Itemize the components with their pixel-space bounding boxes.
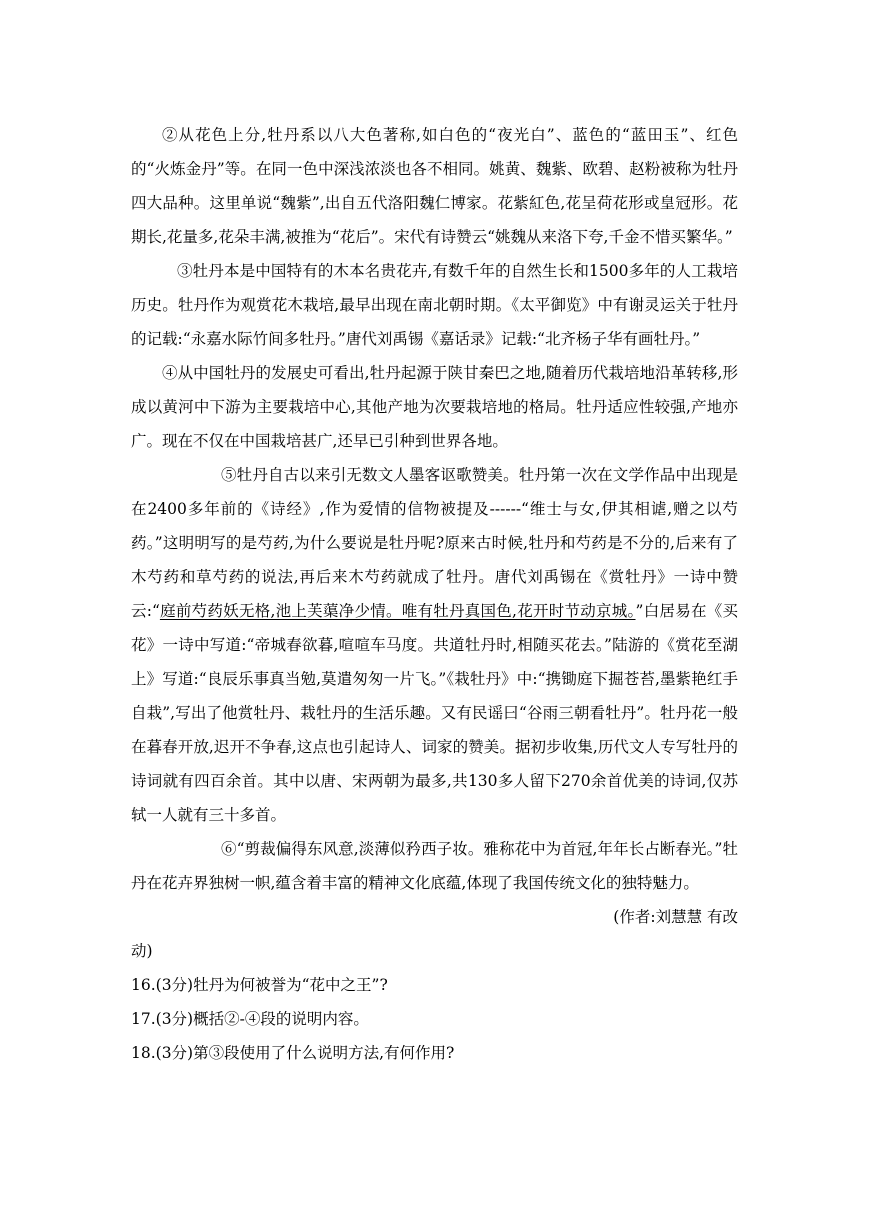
paragraph-6: ⑥“剪裁偏得东风意,淡薄似矜西子妆。雅称花中为首冠,年年长占断春光。”牡丹在花卉界独树一帜,蕴含着丰富的精神文化底蕴,体现了我国传统文化的独特魅力。 (131, 840, 738, 892)
paragraph-2: ②从花色上分,牡丹系以八大色著称,如白色的“夜光白”、蓝色的“蓝田玉”、红色的“火炼金丹”等。在同一色中深浅浓淡也各不相同。姚黄、魏紫、欧碧、赵粉被称为牡丹四大品种。这里单说“魏紫”,出自五代洛阳魏仁博家。花紫紅色,花呈荷花形或皇冠形。花期长,花量多,花朵丰满,被推为“花后”。宋代有诗赞云“姚魏从来洛下夸,千金不惜买繁华。” (131, 126, 738, 246)
question-17: 17.(3分)概括②-④段的说明内容。 (131, 1010, 369, 1028)
paragraph-3: ③牡丹本是中国特有的木本名贵花卉,有数千年的自然生长和1500多年的人工栽培历史。牡丹作为观赏花木栽培,最早出现在南北朝时期。《太平御览》中有谢灵运关于牡丹的记载:“永嘉水际竹间多牡丹。”唐代刘禹锡《嘉话录》记载:“北齐杨子华有画牡丹。” (131, 262, 738, 348)
paragraph-5-part-a: ⑤牡丹自古以来引无数文人墨客讴歌赞美。牡丹第一次在文学作品中出现是在2400多年前的《诗经》,作为爱情的信物被提及------“维士与女,伊其相谑,赠之以芍药。”这明明写的是芍药,为什么要说是牡丹呢?原来古时候,牡丹和芍药是不分的,后来有了木芍药和草芍药的说法,再后来木芍药就成了牡丹。唐代刘禹锡在《赏牡丹》一诗中赞云:“ (131, 466, 738, 620)
author-note-continuation: 动) (131, 942, 153, 960)
paragraph-4: ④从中国牡丹的发展史可看出,牡丹起源于陕甘秦巴之地,随着历代栽培地沿革转移,形成以黄河中下游为主要栽培中心,其他产地为次要栽培地的格局。牡丹适应性较强,产地亦广。现在不仅在中国栽培甚广,还早已引种到世界各地。 (131, 364, 738, 450)
paragraph-5-part-b: ”白居易在《买花》一诗中写道:“帝城春欲暮,喧喧车马度。共道牡丹时,相随买花去。”陆游的《赏花至湖上》写道:“良辰乐事真当勉,莫遣匆匆一片飞。”《栽牡丹》中:“携锄庭下掘苍苔,墨紫艳红手自栽”,写出了他赏牡丹、栽牡丹的生活乐趣。又有民谣曰“谷雨三朝看牡丹”。牡丹花一般在暮春开放,迟开不争春,这点也引起诗人、词家的赞美。据初步收集,历代文人专写牡丹的诗词就有四百余首。其中以唐、宋两朝为最多,共130多人留下270余首优美的诗词,仅苏轼一人就有三十多首。 (131, 602, 738, 824)
paragraph-5-underlined-quote: 庭前芍药妖无格,池上芙蕖净少情。唯有牡丹真国色,花开时节动京城。 (159, 602, 636, 620)
question-18: 18.(3分)第③段使用了什么说明方法,有何作用? (131, 1044, 455, 1062)
paragraph-5 (131, 458, 738, 832)
author-note: (作者:刘慧慧 有改 (613, 908, 738, 926)
question-16: 16.(3分)牡丹为何被誉为“花中之王”? (131, 976, 388, 994)
